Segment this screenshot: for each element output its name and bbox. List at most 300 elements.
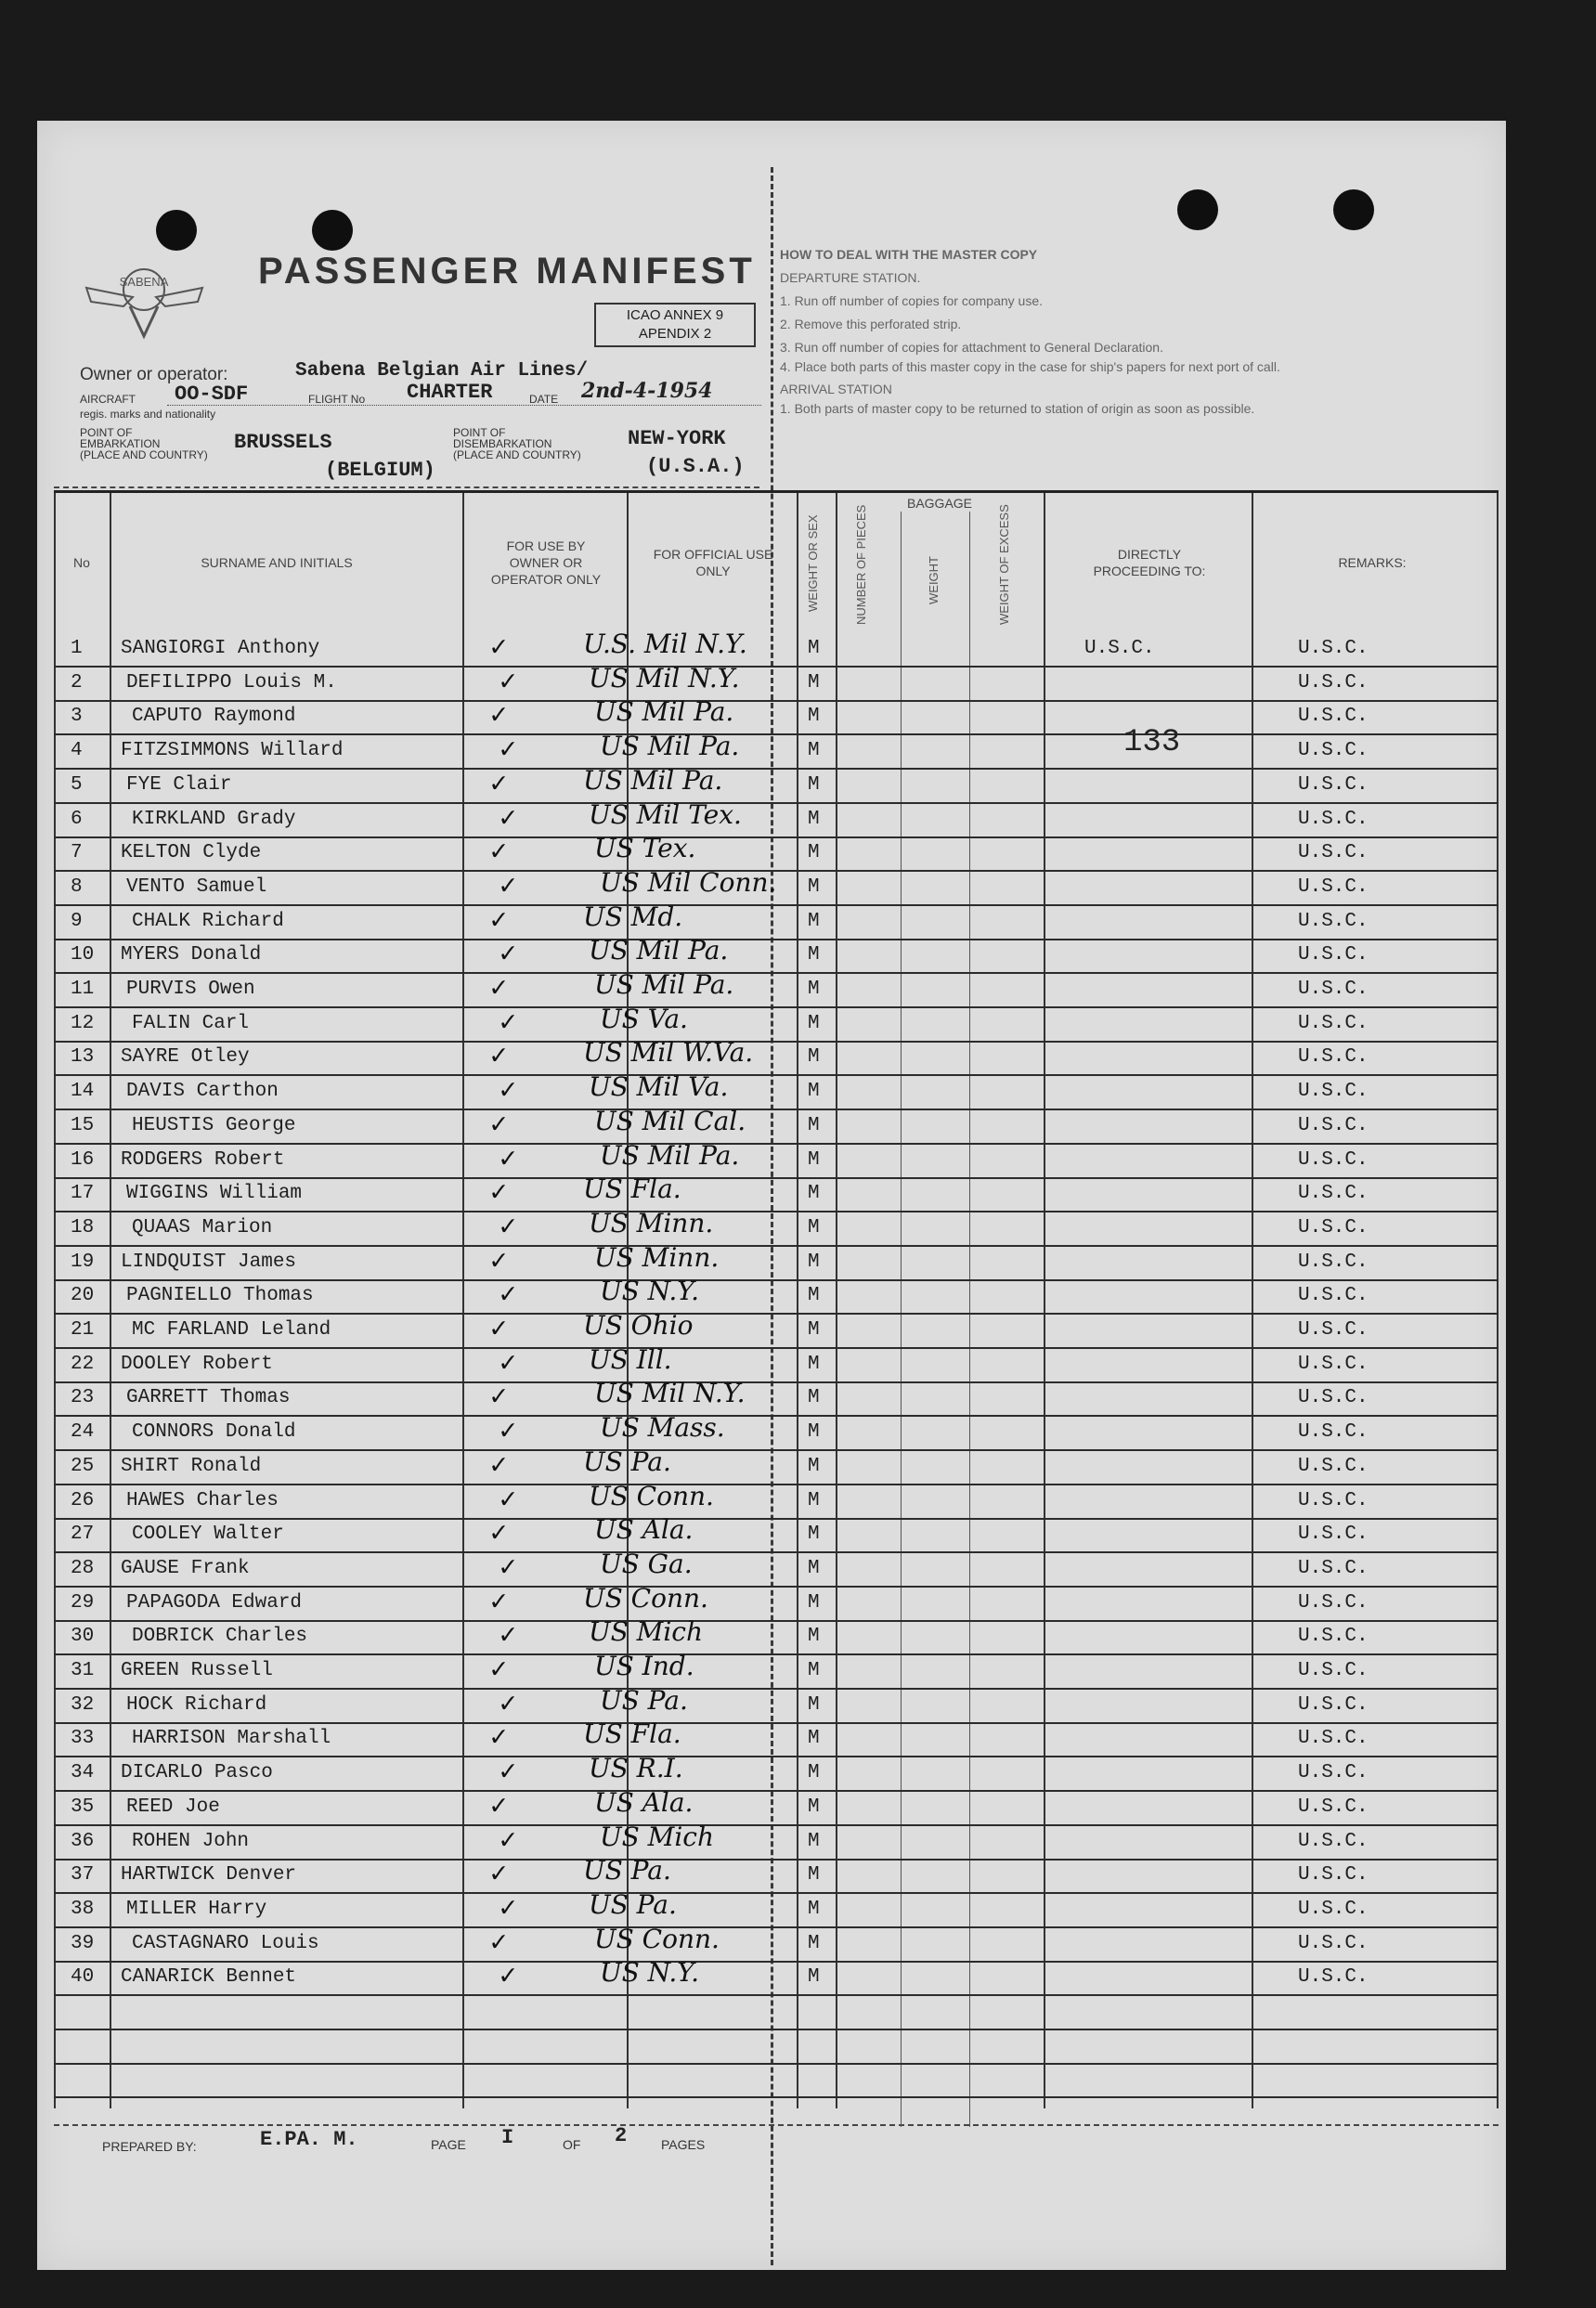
flight-label: FLIGHT No bbox=[308, 393, 366, 406]
passenger-remarks: U.S.C. bbox=[1298, 1591, 1369, 1614]
official-use-entry: US Mil Pa. bbox=[589, 935, 729, 966]
passenger-remarks: U.S.C. bbox=[1298, 1183, 1369, 1205]
page-number: I bbox=[501, 2126, 514, 2149]
passenger-remarks: U.S.C. bbox=[1298, 1762, 1369, 1784]
table-row bbox=[54, 1276, 1499, 1315]
passenger-sex: M bbox=[808, 1898, 820, 1920]
official-use-entry: US Pa. bbox=[583, 1446, 671, 1477]
check-icon: ✓ bbox=[500, 735, 517, 768]
col-header-no: No bbox=[73, 555, 90, 570]
official-use-entry: US Pa. bbox=[583, 1855, 671, 1887]
passenger-name: REED Joe bbox=[126, 1796, 220, 1818]
official-use-entry: US Conn. bbox=[594, 1923, 720, 1954]
passenger-remarks: U.S.C. bbox=[1298, 1285, 1369, 1307]
check-icon: ✓ bbox=[500, 1417, 517, 1449]
check-icon: ✓ bbox=[490, 1791, 508, 1823]
passenger-sex: M bbox=[808, 1728, 820, 1750]
passenger-name: CONNORS Donald bbox=[132, 1421, 296, 1444]
passenger-name: MYERS Donald bbox=[121, 944, 262, 966]
passenger-name: KELTON Clyde bbox=[121, 842, 262, 864]
check-icon: ✓ bbox=[490, 701, 508, 733]
check-icon: ✓ bbox=[500, 1144, 517, 1176]
passenger-name: LINDQUIST James bbox=[121, 1251, 297, 1273]
check-icon: ✓ bbox=[500, 1962, 517, 1994]
passenger-name: GAUSE Frank bbox=[121, 1557, 250, 1579]
table-row bbox=[54, 1480, 1499, 1520]
passenger-sex: M bbox=[808, 1455, 820, 1477]
table-row bbox=[54, 1105, 1499, 1145]
annex-line1: ICAO ANNEX 9 bbox=[626, 307, 724, 323]
passenger-number: 38 bbox=[71, 1898, 95, 1920]
table-row bbox=[54, 901, 1499, 940]
sabena-logo-icon bbox=[82, 251, 207, 344]
passenger-number: 9 bbox=[71, 910, 83, 932]
check-icon: ✓ bbox=[490, 1655, 508, 1687]
passenger-number: 7 bbox=[71, 842, 83, 864]
official-use-entry: US N.Y. bbox=[600, 1276, 700, 1307]
passenger-name: VENTO Samuel bbox=[126, 875, 267, 898]
table-row bbox=[54, 1412, 1499, 1451]
check-icon: ✓ bbox=[490, 1109, 508, 1142]
table-row bbox=[54, 935, 1499, 974]
passenger-sex: M bbox=[808, 842, 820, 864]
passenger-number: 30 bbox=[71, 1626, 95, 1648]
table-row bbox=[54, 1241, 1499, 1281]
passenger-sex: M bbox=[808, 1012, 820, 1034]
aircraft-label: AIRCRAFT bbox=[80, 393, 136, 406]
table-row bbox=[54, 629, 1499, 668]
table-row bbox=[54, 1651, 1499, 1690]
passenger-sex: M bbox=[808, 1830, 820, 1852]
passenger-sex: M bbox=[808, 706, 820, 728]
col-header-directly-proceeding: DIRECTLY PROCEEDING TO: bbox=[1093, 547, 1206, 578]
official-use-entry: US Fla. bbox=[583, 1718, 681, 1750]
passenger-remarks: U.S.C. bbox=[1298, 910, 1369, 932]
check-icon: ✓ bbox=[500, 667, 517, 699]
check-icon: ✓ bbox=[490, 769, 508, 801]
passenger-name: HAWES Charles bbox=[126, 1489, 279, 1511]
passenger-sex: M bbox=[808, 1864, 820, 1887]
passenger-remarks: U.S.C. bbox=[1298, 1455, 1369, 1477]
passenger-number: 18 bbox=[71, 1216, 95, 1238]
table-row bbox=[54, 1888, 1499, 1928]
table-row bbox=[54, 1616, 1499, 1655]
table-row bbox=[54, 1343, 1499, 1383]
punch-hole bbox=[1333, 189, 1374, 230]
passenger-remarks: U.S.C. bbox=[1298, 1114, 1369, 1136]
passenger-name: HEUSTIS George bbox=[132, 1114, 296, 1136]
passenger-remarks: U.S.C. bbox=[1298, 706, 1369, 728]
table-row bbox=[54, 764, 1499, 804]
official-use-entry: US Ala. bbox=[594, 1786, 694, 1818]
passenger-name: GARRETT Thomas bbox=[126, 1387, 291, 1409]
passenger-name: QUAAS Marion bbox=[132, 1216, 273, 1238]
passenger-name: FITZSIMMONS Willard bbox=[121, 740, 344, 762]
official-use-entry: U.S. Mil N.Y. bbox=[583, 629, 747, 659]
passenger-number: 35 bbox=[71, 1796, 95, 1818]
check-icon: ✓ bbox=[490, 1927, 508, 1960]
official-use-entry: US Ill. bbox=[589, 1343, 672, 1375]
passenger-remarks: U.S.C. bbox=[1298, 1693, 1369, 1716]
official-use-entry: US Mich bbox=[589, 1616, 704, 1648]
passenger-number: 4 bbox=[71, 740, 83, 762]
passenger-name: DICARLO Pasco bbox=[121, 1762, 273, 1784]
passenger-name: HARTWICK Denver bbox=[121, 1864, 297, 1887]
embark-country: (BELGIUM) bbox=[325, 459, 435, 482]
instructions-item: 1. Run off number of copies for company use. bbox=[780, 293, 1044, 308]
passenger-name: PURVIS Owen bbox=[126, 979, 255, 1000]
punch-hole bbox=[156, 210, 197, 251]
instructions-item: 2. Remove this perforated strip. bbox=[780, 317, 962, 331]
passenger-sex: M bbox=[808, 1626, 820, 1648]
passenger-name: CASTAGNARO Louis bbox=[132, 1932, 319, 1954]
table-row bbox=[54, 1037, 1499, 1076]
passenger-remarks: U.S.C. bbox=[1298, 1489, 1369, 1511]
table-row bbox=[54, 731, 1499, 770]
table-row bbox=[54, 1003, 1499, 1043]
check-icon: ✓ bbox=[500, 1893, 517, 1925]
passenger-number: 6 bbox=[71, 808, 83, 830]
table-row bbox=[54, 1548, 1499, 1588]
passenger-number: 28 bbox=[71, 1557, 95, 1579]
passenger-sex: M bbox=[808, 740, 820, 762]
passenger-number: 22 bbox=[71, 1353, 95, 1375]
passenger-name: FYE Clair bbox=[126, 773, 232, 796]
passenger-sex: M bbox=[808, 1796, 820, 1818]
passenger-name: ROHEN John bbox=[132, 1830, 250, 1852]
official-use-entry: US Mil Pa. bbox=[600, 731, 740, 762]
passenger-remarks: U.S.C. bbox=[1298, 1148, 1369, 1171]
table-row bbox=[54, 1923, 1499, 1963]
passenger-name: DOBRICK Charles bbox=[132, 1626, 308, 1648]
check-icon: ✓ bbox=[500, 1825, 517, 1858]
passenger-name: DOOLEY Robert bbox=[121, 1353, 273, 1375]
disembark-label: POINT OF DISEMBARKATION (PLACE AND COUNTRY) bbox=[453, 426, 581, 461]
passenger-remarks: U.S.C. bbox=[1298, 1524, 1369, 1546]
punch-hole bbox=[312, 210, 353, 251]
official-use-entry: US Mil N.Y. bbox=[589, 662, 740, 694]
passenger-number: 24 bbox=[71, 1421, 95, 1444]
passenger-sex: M bbox=[808, 1387, 820, 1409]
passenger-remarks: U.S.C. bbox=[1298, 740, 1369, 762]
table-row bbox=[54, 1378, 1499, 1417]
passenger-sex: M bbox=[808, 979, 820, 1000]
passenger-number: 17 bbox=[71, 1183, 95, 1205]
passenger-remarks: U.S.C. bbox=[1298, 1216, 1369, 1238]
passenger-number: 31 bbox=[71, 1660, 95, 1681]
passenger-remarks: U.S.C. bbox=[1298, 1319, 1369, 1341]
passenger-name: GREEN Russell bbox=[121, 1660, 273, 1681]
page-title: PASSENGER MANIFEST bbox=[258, 251, 756, 292]
passenger-sex: M bbox=[808, 1285, 820, 1307]
passenger-remarks: U.S.C. bbox=[1298, 1864, 1369, 1887]
check-icon: ✓ bbox=[490, 974, 508, 1005]
passenger-sex: M bbox=[808, 944, 820, 966]
check-icon: ✓ bbox=[490, 1315, 508, 1346]
handwritten-annotation: 133 bbox=[1123, 725, 1181, 760]
passenger-sex: M bbox=[808, 1557, 820, 1579]
official-use-entry: US Fla. bbox=[583, 1173, 681, 1205]
col-header-surname: SURNAME AND INITIALS bbox=[201, 555, 353, 570]
instructions-arrival: ARRIVAL STATION bbox=[780, 382, 892, 396]
passenger-name: DAVIS Carthon bbox=[126, 1081, 279, 1103]
official-use-entry: US Mil Pa. bbox=[600, 1139, 740, 1171]
check-icon: ✓ bbox=[490, 1178, 508, 1211]
official-use-entry: US Va. bbox=[600, 1003, 688, 1034]
passenger-remarks: U.S.C. bbox=[1298, 1353, 1369, 1375]
table-row bbox=[54, 1071, 1499, 1110]
passenger-sex: M bbox=[808, 773, 820, 796]
passenger-sex: M bbox=[808, 1183, 820, 1205]
check-icon: ✓ bbox=[500, 871, 517, 903]
official-use-entry: US Mass. bbox=[600, 1412, 725, 1444]
table-row bbox=[54, 866, 1499, 906]
official-use-entry: US Minn. bbox=[589, 1207, 714, 1238]
check-icon: ✓ bbox=[490, 1450, 508, 1483]
official-use-entry: US Mil N.Y. bbox=[594, 1378, 746, 1409]
check-icon: ✓ bbox=[490, 1042, 508, 1074]
passenger-remarks: U.S.C. bbox=[1298, 842, 1369, 864]
flight-value: CHARTER bbox=[407, 381, 493, 404]
passenger-name: RODGERS Robert bbox=[121, 1148, 285, 1171]
passenger-number: 15 bbox=[71, 1114, 95, 1136]
passenger-number: 32 bbox=[71, 1693, 95, 1716]
table-row bbox=[54, 1786, 1499, 1826]
passenger-name: CAPUTO Raymond bbox=[132, 706, 296, 728]
passenger-remarks: U.S.C. bbox=[1298, 1012, 1369, 1034]
passenger-name: CANARICK Bennet bbox=[121, 1966, 297, 1989]
page-label: PAGE bbox=[431, 2137, 466, 2152]
official-use-entry: US R.I. bbox=[589, 1753, 683, 1784]
passenger-name: PAGNIELLO Thomas bbox=[126, 1285, 314, 1307]
passenger-remarks: U.S.C. bbox=[1298, 1626, 1369, 1648]
passenger-number: 40 bbox=[71, 1966, 95, 1989]
passenger-name: SANGIORGI Anthony bbox=[121, 638, 320, 659]
owner-value: Sabena Belgian Air Lines/ bbox=[295, 360, 589, 382]
check-icon: ✓ bbox=[490, 633, 508, 665]
passenger-sex: M bbox=[808, 1148, 820, 1171]
passenger-remarks: U.S.C. bbox=[1298, 875, 1369, 898]
check-icon: ✓ bbox=[500, 940, 517, 972]
official-use-entry: US Ohio bbox=[583, 1310, 694, 1341]
prepared-by-value: E.PA. M. bbox=[260, 2128, 358, 2151]
official-use-entry: US Mil Pa. bbox=[594, 969, 734, 1000]
passenger-number: 37 bbox=[71, 1864, 95, 1887]
punch-hole bbox=[1177, 189, 1218, 230]
official-use-entry: US Conn. bbox=[583, 1582, 708, 1614]
embark-label: POINT OF EMBARKATION (PLACE AND COUNTRY) bbox=[80, 426, 208, 461]
official-use-entry: US Conn. bbox=[589, 1480, 714, 1511]
passenger-name: SAYRE Otley bbox=[121, 1046, 250, 1069]
empty-row bbox=[54, 1995, 1499, 2030]
check-icon: ✓ bbox=[500, 1348, 517, 1381]
of-label: OF bbox=[563, 2137, 581, 2152]
official-use-entry: US Mich bbox=[600, 1821, 715, 1852]
passenger-remarks: U.S.C. bbox=[1298, 638, 1369, 659]
check-icon: ✓ bbox=[500, 1007, 517, 1040]
passenger-name: PAPAGODA Edward bbox=[126, 1591, 303, 1614]
passenger-sex: M bbox=[808, 1932, 820, 1954]
table-row bbox=[54, 1718, 1499, 1757]
passenger-name: SHIRT Ronald bbox=[121, 1455, 262, 1477]
official-use-entry: US Ga. bbox=[600, 1548, 693, 1579]
passenger-sex: M bbox=[808, 1251, 820, 1273]
official-use-entry: US Mil Pa. bbox=[583, 764, 723, 796]
passenger-remarks: U.S.C. bbox=[1298, 671, 1369, 694]
table-row bbox=[54, 1753, 1499, 1792]
check-icon: ✓ bbox=[490, 1723, 508, 1756]
annex-line2: APENDIX 2 bbox=[638, 326, 712, 342]
passenger-number: 14 bbox=[71, 1081, 95, 1103]
disembark-city: NEW-YORK bbox=[628, 427, 726, 450]
passenger-remarks: U.S.C. bbox=[1298, 808, 1369, 830]
passenger-name: FALIN Carl bbox=[132, 1012, 250, 1034]
pages-label: PAGES bbox=[661, 2137, 706, 2152]
passenger-sex: M bbox=[808, 1421, 820, 1444]
table-row bbox=[54, 1173, 1499, 1212]
passenger-number: 21 bbox=[71, 1319, 95, 1341]
table-row bbox=[54, 1446, 1499, 1485]
instructions-item: 4. Place both parts of this master copy in the case for ship's papers for next port of call. bbox=[780, 359, 1280, 374]
passenger-number: 39 bbox=[71, 1932, 95, 1954]
svg-text:SABENA: SABENA bbox=[119, 275, 169, 289]
table-row bbox=[54, 662, 1499, 702]
table-row bbox=[54, 1582, 1499, 1622]
empty-row bbox=[54, 2063, 1499, 2098]
passenger-number: 5 bbox=[71, 773, 83, 796]
perforation-line bbox=[54, 486, 759, 488]
passenger-sex: M bbox=[808, 671, 820, 694]
col-header-bag-weight: WEIGHT bbox=[927, 556, 941, 604]
passenger-sex: M bbox=[808, 1216, 820, 1238]
passenger-number: 19 bbox=[71, 1251, 95, 1273]
passenger-number: 11 bbox=[71, 979, 95, 1000]
check-icon: ✓ bbox=[500, 1485, 517, 1517]
passenger-number: 27 bbox=[71, 1524, 95, 1546]
passenger-number: 26 bbox=[71, 1489, 95, 1511]
prepared-by-label: PREPARED BY: bbox=[102, 2139, 197, 2154]
official-use-entry: US Minn. bbox=[594, 1241, 720, 1273]
passenger-sex: M bbox=[808, 1489, 820, 1511]
check-icon: ✓ bbox=[500, 1757, 517, 1790]
passenger-name: CHALK Richard bbox=[132, 910, 284, 932]
official-use-entry: US N.Y. bbox=[600, 1957, 700, 1989]
table-row bbox=[54, 696, 1499, 735]
col-header-weight-sex: WEIGHT OR SEX bbox=[806, 514, 820, 612]
instructions-arrival-item: 1. Both parts of master copy to be returned to station of origin as soon as possible. bbox=[780, 401, 1255, 416]
passenger-sex: M bbox=[808, 1966, 820, 1989]
check-icon: ✓ bbox=[500, 803, 517, 836]
field-underline bbox=[167, 405, 761, 406]
passenger-number: 13 bbox=[71, 1046, 95, 1069]
check-icon: ✓ bbox=[490, 1519, 508, 1551]
table-row bbox=[54, 1855, 1499, 1894]
col-header-baggage: BAGGAGE bbox=[906, 496, 973, 511]
col-header-bag-pieces: NUMBER OF PIECES bbox=[854, 504, 868, 625]
passenger-number: 29 bbox=[71, 1591, 95, 1614]
aircraft-sub-label: regis. marks and nationality bbox=[80, 408, 216, 421]
owner-label: Owner or operator: bbox=[80, 365, 228, 384]
passenger-name: HARRISON Marshall bbox=[132, 1728, 331, 1750]
passenger-sex: M bbox=[808, 1693, 820, 1716]
official-use-entry: US Mil Va. bbox=[589, 1071, 729, 1103]
page-total: 2 bbox=[615, 2124, 628, 2147]
check-icon: ✓ bbox=[490, 1860, 508, 1892]
directly-proceeding: U.S.C. bbox=[1084, 638, 1155, 659]
passenger-remarks: U.S.C. bbox=[1298, 1932, 1369, 1954]
instructions-departure: DEPARTURE STATION. bbox=[780, 270, 921, 285]
passenger-number: 10 bbox=[71, 944, 95, 966]
passenger-remarks: U.S.C. bbox=[1298, 944, 1369, 966]
passenger-name: COOLEY Walter bbox=[132, 1524, 284, 1546]
passenger-sex: M bbox=[808, 1046, 820, 1069]
check-icon: ✓ bbox=[500, 1689, 517, 1721]
date-label: DATE bbox=[529, 393, 559, 406]
passenger-name: DEFILIPPO Louis M. bbox=[126, 671, 337, 694]
official-use-entry: US Ind. bbox=[594, 1651, 694, 1681]
disembark-country: (U.S.A.) bbox=[646, 455, 745, 478]
annex-box bbox=[594, 303, 756, 347]
passenger-sex: M bbox=[808, 1319, 820, 1341]
passenger-name: MC FARLAND Leland bbox=[132, 1319, 331, 1341]
check-icon: ✓ bbox=[500, 1076, 517, 1109]
manifest-sheet bbox=[37, 121, 1506, 2270]
passenger-sex: M bbox=[808, 875, 820, 898]
passenger-number: 8 bbox=[71, 875, 83, 898]
passenger-sex: M bbox=[808, 1081, 820, 1103]
passenger-remarks: U.S.C. bbox=[1298, 1081, 1369, 1103]
instructions-item: 3. Run off number of copies for attachment to General Declaration. bbox=[780, 340, 1163, 355]
passenger-remarks: U.S.C. bbox=[1298, 1557, 1369, 1579]
passenger-sex: M bbox=[808, 1353, 820, 1375]
official-use-entry: US Mil Tex. bbox=[589, 798, 742, 830]
check-icon: ✓ bbox=[490, 1382, 508, 1415]
passenger-sex: M bbox=[808, 1524, 820, 1546]
passenger-name: WIGGINS William bbox=[126, 1183, 303, 1205]
passenger-remarks: U.S.C. bbox=[1298, 1251, 1369, 1273]
official-use-entry: US Mil Cal. bbox=[594, 1105, 746, 1136]
check-icon: ✓ bbox=[490, 905, 508, 938]
official-use-entry: US Mil Conn. bbox=[600, 866, 777, 898]
table-row bbox=[54, 1514, 1499, 1553]
passenger-number: 2 bbox=[71, 671, 83, 694]
official-use-entry: US Tex. bbox=[594, 833, 696, 864]
passenger-number: 33 bbox=[71, 1728, 95, 1750]
check-icon: ✓ bbox=[490, 1246, 508, 1278]
official-use-entry: US Ala. bbox=[594, 1514, 694, 1546]
passenger-sex: M bbox=[808, 638, 820, 659]
table-row bbox=[54, 1957, 1499, 1996]
official-use-entry: US Mil Pa. bbox=[594, 696, 734, 728]
passenger-sex: M bbox=[808, 910, 820, 932]
col-header-owner-use: FOR USE BY OWNER OR OPERATOR ONLY bbox=[490, 538, 602, 587]
passenger-sex: M bbox=[808, 808, 820, 830]
passenger-sex: M bbox=[808, 1591, 820, 1614]
check-icon: ✓ bbox=[500, 1212, 517, 1244]
passenger-remarks: U.S.C. bbox=[1298, 1966, 1369, 1989]
passenger-number: 25 bbox=[71, 1455, 95, 1477]
table-row bbox=[54, 1684, 1499, 1724]
table-row bbox=[54, 1207, 1499, 1247]
passenger-number: 12 bbox=[71, 1012, 95, 1034]
table-row bbox=[54, 1310, 1499, 1349]
col-header-remarks: REMARKS: bbox=[1338, 555, 1407, 570]
check-icon: ✓ bbox=[500, 1280, 517, 1313]
date-value: 2nd-4-1954 bbox=[581, 379, 713, 403]
passenger-number: 20 bbox=[71, 1285, 95, 1307]
passenger-number: 1 bbox=[71, 638, 83, 659]
check-icon: ✓ bbox=[500, 1621, 517, 1653]
